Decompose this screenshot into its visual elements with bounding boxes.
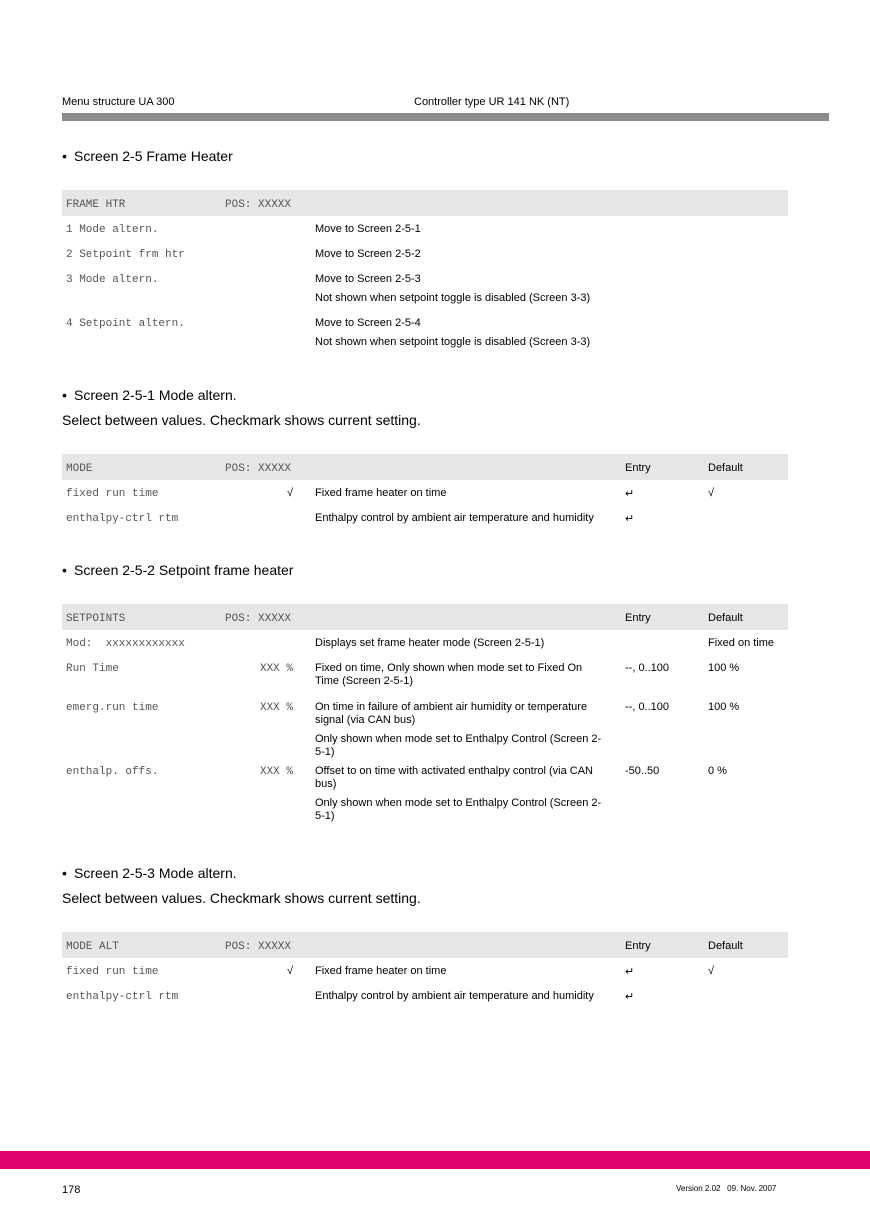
row-default: Fixed on time [708, 637, 775, 649]
row-name: fixed run time [66, 488, 159, 500]
default-checkmark-icon: √ [708, 487, 715, 499]
row-entry: -50..50 [625, 765, 660, 777]
header-entry: Entry [625, 940, 651, 952]
table-mode [62, 454, 788, 530]
table-row [62, 505, 788, 530]
table-setpoints [62, 604, 788, 822]
row-desc: Fixed frame heater on time [315, 487, 447, 499]
enter-icon: ↵ [625, 488, 635, 500]
header-default: Default [708, 612, 743, 624]
row-name: enthalp. offs. [66, 766, 159, 778]
header-entry: Entry [625, 612, 651, 624]
table-row [62, 655, 788, 694]
row-desc: Move to Screen 2-5-1 [315, 223, 421, 235]
header-name: MODE ALT [66, 941, 119, 953]
header-pos: POS: XXXXX [225, 199, 292, 211]
table-header [62, 190, 788, 216]
section-note: Select between values. Checkmark shows current setting. [62, 890, 421, 906]
row-name: 3 Mode altern. [66, 274, 159, 286]
row-desc: Move to Screen 2-5-3 Not shown when setpoint toggle is disabled (Screen 3-3) [315, 273, 591, 304]
version-info: Version 2.02 09. Nov. 2007 [676, 1184, 777, 1193]
row-name: Run Time [66, 663, 119, 675]
row-name: enthalpy-ctrl rtm [66, 513, 179, 525]
checkmark-icon: √ [286, 487, 293, 499]
table-row [62, 480, 788, 505]
header-name: SETPOINTS [66, 613, 126, 625]
table-frame-htr [62, 190, 788, 354]
section-title-2-5-2: • Screen 2-5-2 Setpoint frame heater [62, 562, 294, 578]
row-name: 1 Mode altern. [66, 224, 159, 236]
header-pos: POS: XXXXX [225, 463, 292, 475]
table-mode-alt [62, 932, 788, 1008]
section-title-2-5: • Screen 2-5 Frame Heater [62, 148, 233, 164]
row-desc: Offset to on time with activated enthalpy control (via CAN bus) Only shown when mode set to Enthalpy Control (Screen 2-5-1) [315, 765, 602, 822]
header-default: Default [708, 462, 743, 474]
row-entry: --, 0..100 [625, 701, 670, 713]
enter-icon: ↵ [625, 966, 635, 978]
row-desc: Move to Screen 2-5-4 Not shown when setpoint toggle is disabled (Screen 3-3) [315, 317, 591, 348]
table-row [62, 310, 788, 354]
row-desc: Fixed frame heater on time [315, 965, 447, 977]
row-value: XXX % [259, 766, 293, 778]
row-desc: Enthalpy control by ambient air temperature and humidity [315, 512, 594, 524]
page-number: 178 [62, 1184, 81, 1196]
section-title-2-5-1: • Screen 2-5-1 Mode altern. [62, 387, 237, 403]
row-desc: On time in failure of ambient air humidity or temperature signal (via CAN bus) Only shown when mode set to Enthalpy Control (Screen 2-5-1) [315, 701, 602, 758]
header-name: MODE [66, 463, 93, 475]
table-header [62, 932, 788, 958]
table-row [62, 630, 788, 655]
header-default: Default [708, 940, 743, 952]
table-row [62, 758, 788, 822]
section-title-2-5-3: • Screen 2-5-3 Mode altern. [62, 865, 237, 881]
checkmark-icon: √ [286, 965, 293, 977]
default-checkmark-icon: √ [708, 965, 715, 977]
header-pos: POS: XXXXX [225, 613, 292, 625]
row-value: XXX % [259, 663, 293, 675]
header-pos: POS: XXXXX [225, 941, 292, 953]
row-entry: --, 0..100 [625, 662, 670, 674]
row-desc: Displays set frame heater mode (Screen 2-5-1) [315, 637, 545, 649]
table-row [62, 216, 788, 241]
row-desc: Fixed on time, Only shown when mode set to Fixed On Time (Screen 2-5-1) [315, 662, 583, 687]
table-header [62, 454, 788, 480]
header-entry: Entry [625, 462, 651, 474]
row-name: 4 Setpoint altern. [66, 318, 185, 330]
table-row [62, 958, 788, 983]
table-header [62, 604, 788, 630]
enter-icon: ↵ [625, 513, 635, 525]
row-default: 0 % [708, 765, 727, 777]
row-default: 100 % [708, 701, 740, 713]
row-name: Mod: xxxxxxxxxxxx [66, 638, 185, 650]
table-row [62, 266, 788, 310]
footer-bar [0, 1151, 870, 1169]
enter-icon: ↵ [625, 991, 635, 1003]
section-note: Select between values. Checkmark shows current setting. [62, 412, 421, 428]
header-center: Controller type UR 141 NK (NT) [414, 96, 570, 108]
row-name: 2 Setpoint frm htr [66, 249, 185, 261]
header-name: FRAME HTR [66, 199, 126, 211]
row-name: emerg.run time [66, 702, 159, 714]
row-desc: Move to Screen 2-5-2 [315, 248, 421, 260]
header-rule [62, 113, 829, 121]
row-name: fixed run time [66, 966, 159, 978]
row-value: XXX % [259, 702, 293, 714]
table-row [62, 694, 788, 758]
row-desc: Enthalpy control by ambient air temperature and humidity [315, 990, 594, 1002]
table-row [62, 241, 788, 266]
row-name: enthalpy-ctrl rtm [66, 991, 179, 1003]
header-left: Menu structure UA 300 [62, 96, 175, 108]
table-row [62, 983, 788, 1008]
row-default: 100 % [708, 662, 740, 674]
